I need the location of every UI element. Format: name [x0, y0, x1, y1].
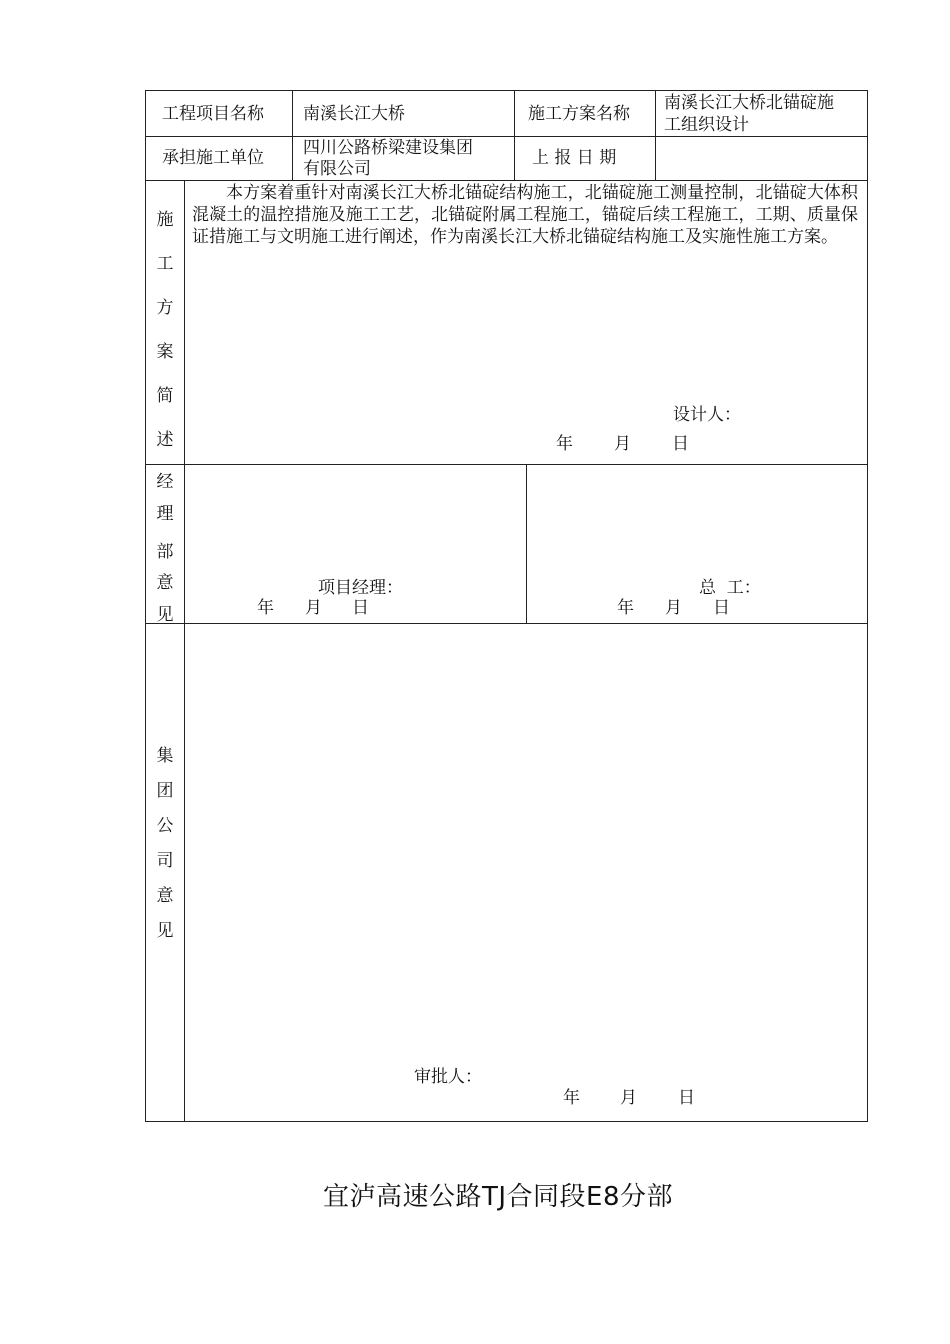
- table-row-divider: [145, 136, 868, 137]
- project-name-value: 南溪长江大桥: [303, 104, 405, 124]
- manager-side-char: 部: [156, 542, 174, 562]
- pm-date-year: 年: [257, 598, 274, 618]
- pm-date-day: 日: [352, 598, 369, 618]
- manager-side-char: 见: [156, 605, 174, 625]
- table-col-divider: [292, 90, 293, 180]
- table-row-divider: [145, 464, 868, 465]
- summary-date-year: 年: [556, 434, 573, 454]
- table-border-top: [145, 90, 868, 91]
- summary-text: 本方案着重针对南溪长江大桥北锚碇结构施工，北锚碇施工测量控制，北锚碇大体积混凝土的温控措施及施工工艺，北锚碇附属工程施工，锚碇后续工程施工，工期、质量保证措施工与文明施工进行阐述，作为南溪长江大桥北锚碇结构施工及实施性施工方案。: [192, 183, 858, 247]
- project-manager-label: 项目经理：: [318, 578, 403, 598]
- summary-date-day: 日: [672, 434, 689, 454]
- summary-side-char: 方: [156, 298, 174, 318]
- group-date-month: 月: [620, 1088, 637, 1108]
- chief-date-year: 年: [617, 598, 634, 618]
- manager-side-char: 理: [156, 504, 174, 524]
- group-side-char: 公: [156, 816, 174, 836]
- chief-date-month: 月: [665, 598, 682, 618]
- project-name-label: 工程项目名称: [162, 104, 264, 124]
- manager-side-char: 意: [156, 573, 174, 593]
- chief-date-day: 日: [713, 598, 730, 618]
- summary-date-month: 月: [614, 434, 631, 454]
- manager-side-char: 经: [156, 472, 174, 492]
- group-side-char: 集: [156, 746, 174, 766]
- table-row-divider: [145, 623, 868, 624]
- contractor-value-line2: 有限公司: [303, 159, 371, 179]
- plan-name-value-line2: 工组织设计: [664, 115, 749, 135]
- approver-label: 审批人：: [414, 1067, 482, 1087]
- group-side-char: 见: [156, 921, 174, 941]
- table-col-divider: [514, 90, 515, 180]
- chief-engineer-label: 总 工：: [699, 578, 761, 598]
- plan-name-label: 施工方案名称: [528, 104, 630, 124]
- table-border-bottom: [145, 1121, 868, 1122]
- summary-side-char: 述: [156, 430, 174, 450]
- group-side-char: 团: [156, 781, 174, 801]
- pm-date-month: 月: [305, 598, 322, 618]
- report-date-label: 上 报 日 期: [532, 148, 617, 168]
- plan-name-value-line1: 南溪长江大桥北锚碇施: [664, 93, 834, 113]
- table-col-divider: [184, 180, 185, 1121]
- designer-label: 设计人：: [673, 405, 741, 425]
- group-side-char: 意: [156, 886, 174, 906]
- group-side-char: 司: [156, 851, 174, 871]
- table-col-divider: [655, 90, 656, 180]
- table-border-right: [867, 90, 868, 1121]
- group-date-year: 年: [563, 1088, 580, 1108]
- contractor-value-line1: 四川公路桥梁建设集团: [303, 138, 473, 158]
- summary-side-char: 简: [156, 386, 174, 406]
- table-col-divider: [526, 464, 527, 623]
- table-row-divider: [145, 180, 868, 181]
- contractor-label: 承担施工单位: [162, 148, 264, 168]
- summary-side-char: 工: [156, 254, 174, 274]
- summary-side-char: 施: [156, 210, 174, 230]
- summary-side-char: 案: [156, 342, 174, 362]
- group-date-day: 日: [678, 1088, 695, 1108]
- footer-title: 宜泸高速公路TJ合同段E8分部: [322, 1182, 674, 1212]
